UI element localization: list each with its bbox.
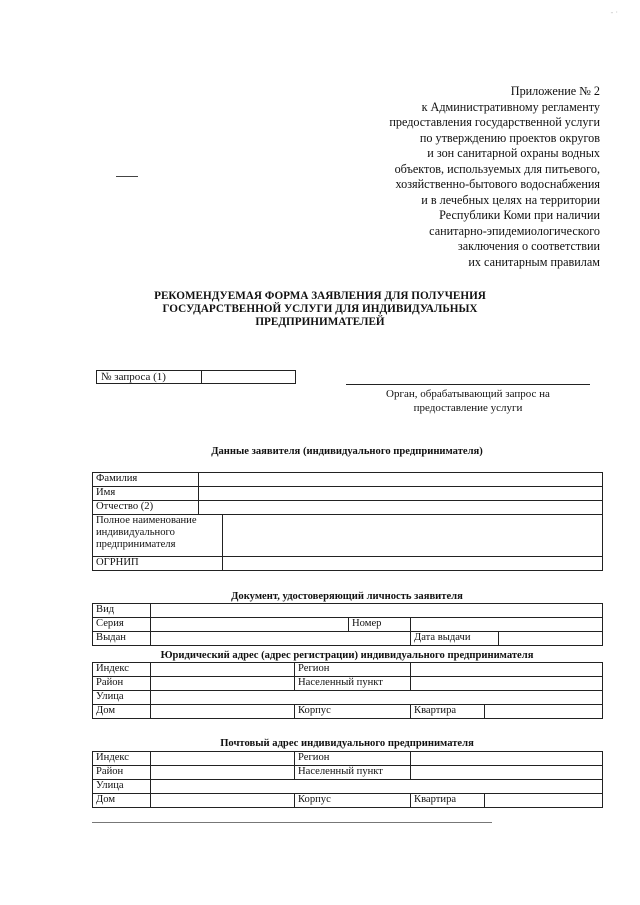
doc-number-field[interactable] xyxy=(411,618,603,632)
appendix-line: санитарно-эпидемиологического xyxy=(429,223,600,238)
table-row xyxy=(93,766,603,780)
organ-caption-line: Орган, обрабатывающий запрос на xyxy=(386,388,550,400)
postal-apartment-field[interactable] xyxy=(485,794,603,808)
legal-locality-field[interactable] xyxy=(411,677,603,691)
doc-type-label: Вид xyxy=(93,604,151,618)
postal-street-label: Улица xyxy=(93,780,151,794)
table-row xyxy=(93,780,603,794)
postal-index-label: Индекс xyxy=(93,752,151,766)
legal-house-label: Дом xyxy=(93,705,151,719)
table-row xyxy=(93,691,603,705)
table-row xyxy=(93,487,603,501)
appendix-line: их санитарным правилам xyxy=(468,254,600,269)
name-label: Имя xyxy=(93,487,199,501)
postal-district-field[interactable] xyxy=(151,766,295,780)
full-name-label-line: Полное наименование xyxy=(96,515,197,526)
surname-field[interactable] xyxy=(199,473,603,487)
name-field[interactable] xyxy=(199,487,603,501)
table-row xyxy=(93,752,603,766)
postal-apartment-label: Квартира xyxy=(411,794,485,808)
legal-region-label: Регион xyxy=(295,663,411,677)
form-title xyxy=(120,290,520,329)
appendix-line: Приложение № 2 xyxy=(510,84,600,98)
appendix-line: и зон санитарной охраны водных xyxy=(427,146,600,160)
postal-address-table xyxy=(92,751,603,808)
form-title-line: РЕКОМЕНДУЕМАЯ ФОРМА ЗАЯВЛЕНИЯ ДЛЯ ПОЛУЧЕНИЯ xyxy=(154,290,486,302)
postal-region-label: Регион xyxy=(295,752,411,766)
legal-house-field[interactable] xyxy=(151,705,295,719)
legal-building-label: Корпус xyxy=(295,705,411,719)
appendix-line: заключения о соответствии xyxy=(457,239,600,253)
full-name-label-line: индивидуального xyxy=(96,527,175,538)
table-row xyxy=(93,632,603,646)
postal-street-field[interactable] xyxy=(151,780,603,794)
legal-index-label: Индекс xyxy=(93,663,151,677)
full-name-label-line: предпринимателя xyxy=(96,539,176,550)
legal-street-field[interactable] xyxy=(151,691,603,705)
postal-house-label: Дом xyxy=(93,794,151,808)
applicant-section-title: Данные заявителя (индивидуального предпринимателя) xyxy=(211,446,483,457)
appendix-line: Республики Коми при наличии xyxy=(439,208,600,222)
table-row xyxy=(93,501,603,515)
request-number-field-divider xyxy=(201,371,202,383)
legal-district-label: Район xyxy=(93,677,151,691)
appendix-line: объектов, используемых для питьевого, xyxy=(394,161,600,176)
postal-region-field[interactable] xyxy=(411,752,603,766)
doc-type-field[interactable] xyxy=(151,604,603,618)
appendix-line: и в лечебных целях на территории xyxy=(421,192,600,207)
legal-address-section-title: Юридический адрес (адрес регистрации) индивидуального предпринимателя xyxy=(160,650,534,661)
doc-issued-field[interactable] xyxy=(151,632,411,646)
legal-district-field[interactable] xyxy=(151,677,295,691)
postal-house-field[interactable] xyxy=(151,794,295,808)
table-row xyxy=(93,705,603,719)
request-number-label: № запроса (1) xyxy=(101,371,166,383)
organ-signature-line[interactable] xyxy=(346,384,590,385)
full-name-field[interactable] xyxy=(223,515,603,557)
legal-street-label: Улица xyxy=(93,691,151,705)
postal-locality-field[interactable] xyxy=(411,766,603,780)
postal-index-field[interactable] xyxy=(151,752,295,766)
patronymic-label: Отчество (2) xyxy=(93,501,199,515)
doc-series-field[interactable] xyxy=(151,618,349,632)
appendix-header xyxy=(300,84,600,270)
form-title-line: ГОСУДАРСТВЕННОЙ УСЛУГИ ДЛЯ ИНДИВИДУАЛЬНЫХ xyxy=(162,303,478,315)
applicant-table xyxy=(92,472,603,571)
legal-region-field[interactable] xyxy=(411,663,603,677)
appendix-line: предоставления государственной услуги xyxy=(389,115,600,129)
doc-number-label: Номер xyxy=(349,618,411,632)
form-title-line: ПРЕДПРИНИМАТЕЛЕЙ xyxy=(255,316,385,328)
surname-label: Фамилия xyxy=(93,473,199,487)
table-row xyxy=(93,515,603,557)
table-row xyxy=(93,473,603,487)
table-row xyxy=(93,557,603,571)
doc-issue-date-label: Дата выдачи xyxy=(411,632,499,646)
legal-locality-label: Населенный пункт xyxy=(295,677,411,691)
table-row xyxy=(93,663,603,677)
request-number-box xyxy=(96,370,296,384)
patronymic-field[interactable] xyxy=(199,501,603,515)
postal-building-label: Корпус xyxy=(295,794,411,808)
postal-district-label: Район xyxy=(93,766,151,780)
scan-mark: - · xyxy=(610,8,618,17)
full-name-label xyxy=(93,515,223,557)
legal-index-field[interactable] xyxy=(151,663,295,677)
legal-address-table xyxy=(92,662,603,719)
footnote-separator xyxy=(92,822,492,823)
table-row xyxy=(93,794,603,808)
legal-apartment-label: Квартира xyxy=(411,705,485,719)
table-row xyxy=(93,677,603,691)
postal-locality-label: Населенный пункт xyxy=(295,766,411,780)
organ-caption xyxy=(340,387,596,415)
appendix-line: по утверждению проектов округов xyxy=(419,130,600,145)
legal-apartment-field[interactable] xyxy=(485,705,603,719)
id-document-table xyxy=(92,603,603,646)
doc-series-label: Серия xyxy=(93,618,151,632)
appendix-line: к Административному регламенту xyxy=(421,99,600,114)
doc-issue-date-field[interactable] xyxy=(499,632,603,646)
organ-caption-line: предоставление услуги xyxy=(413,402,523,414)
appendix-line: хозяйственно-бытового водоснабжения xyxy=(395,177,600,191)
ogrnip-label: ОГРНИП xyxy=(93,557,223,571)
doc-issued-label: Выдан xyxy=(93,632,151,646)
id-document-section-title: Документ, удостоверяющий личность заявителя xyxy=(231,591,463,602)
ogrnip-field[interactable] xyxy=(223,557,603,571)
side-dash xyxy=(116,176,138,177)
table-row xyxy=(93,604,603,618)
postal-address-section-title: Почтовый адрес индивидуального предпринимателя xyxy=(220,738,474,749)
table-row xyxy=(93,618,603,632)
